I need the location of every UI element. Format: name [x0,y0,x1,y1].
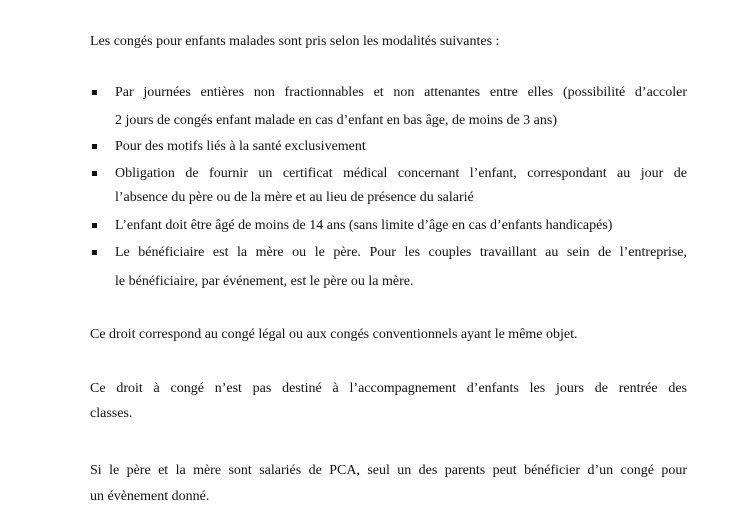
paragraph-3-line-1: Si le père et la mère sont salariés de PCA, seul un des parents peut bénéficier d’un congé pour [90,463,687,478]
paragraph-2-line-1: Ce droit à congé n’est pas destiné à l’accompagnement d’enfants les jours de rentrée des [90,381,687,396]
paragraph-1-line-1: Ce droit correspond au congé légal ou aux congés conventionnels ayant le même objet. [90,327,578,342]
bullet-3-line-2: l’absence du père ou de la mère et au lieu de présence du salarié [115,190,474,205]
bullet-square-icon [92,250,97,255]
bullet-5-line-2: le bénéficiaire, par événement, est le père ou la mère. [115,274,414,289]
bullet-5-line-1: Le bénéficiaire est la mère ou le père. Pour les couples travaillant au sein de l’entreprise, [115,245,687,260]
paragraph-2-line-2: classes. [90,406,133,421]
bullet-square-icon [92,144,97,149]
bullet-2-line-1: Pour des motifs liés à la santé exclusivement [115,139,366,154]
bullet-1-line-2: 2 jours de congés enfant malade en cas d’enfant en bas âge, de moins de 3 ans) [115,113,558,128]
paragraph-3-line-2: un évènement donné. [90,489,210,504]
bullet-1-line-1: Par journées entières non fractionnables et non attenantes entre elles (possibilité d’accoler [115,85,687,100]
intro-text: Les congés pour enfants malades sont pris selon les modalités suivantes : [90,34,500,49]
bullet-4-line-1: L’enfant doit être âgé de moins de 14 ans (sans limite d’âge en cas d’enfants handicapés) [115,218,613,233]
bullet-3-line-1: Obligation de fournir un certificat médical concernant l’enfant, correspondant au jour de [115,166,687,181]
bullet-square-icon [92,223,97,228]
bullet-square-icon [92,171,97,176]
bullet-square-icon [92,90,97,95]
